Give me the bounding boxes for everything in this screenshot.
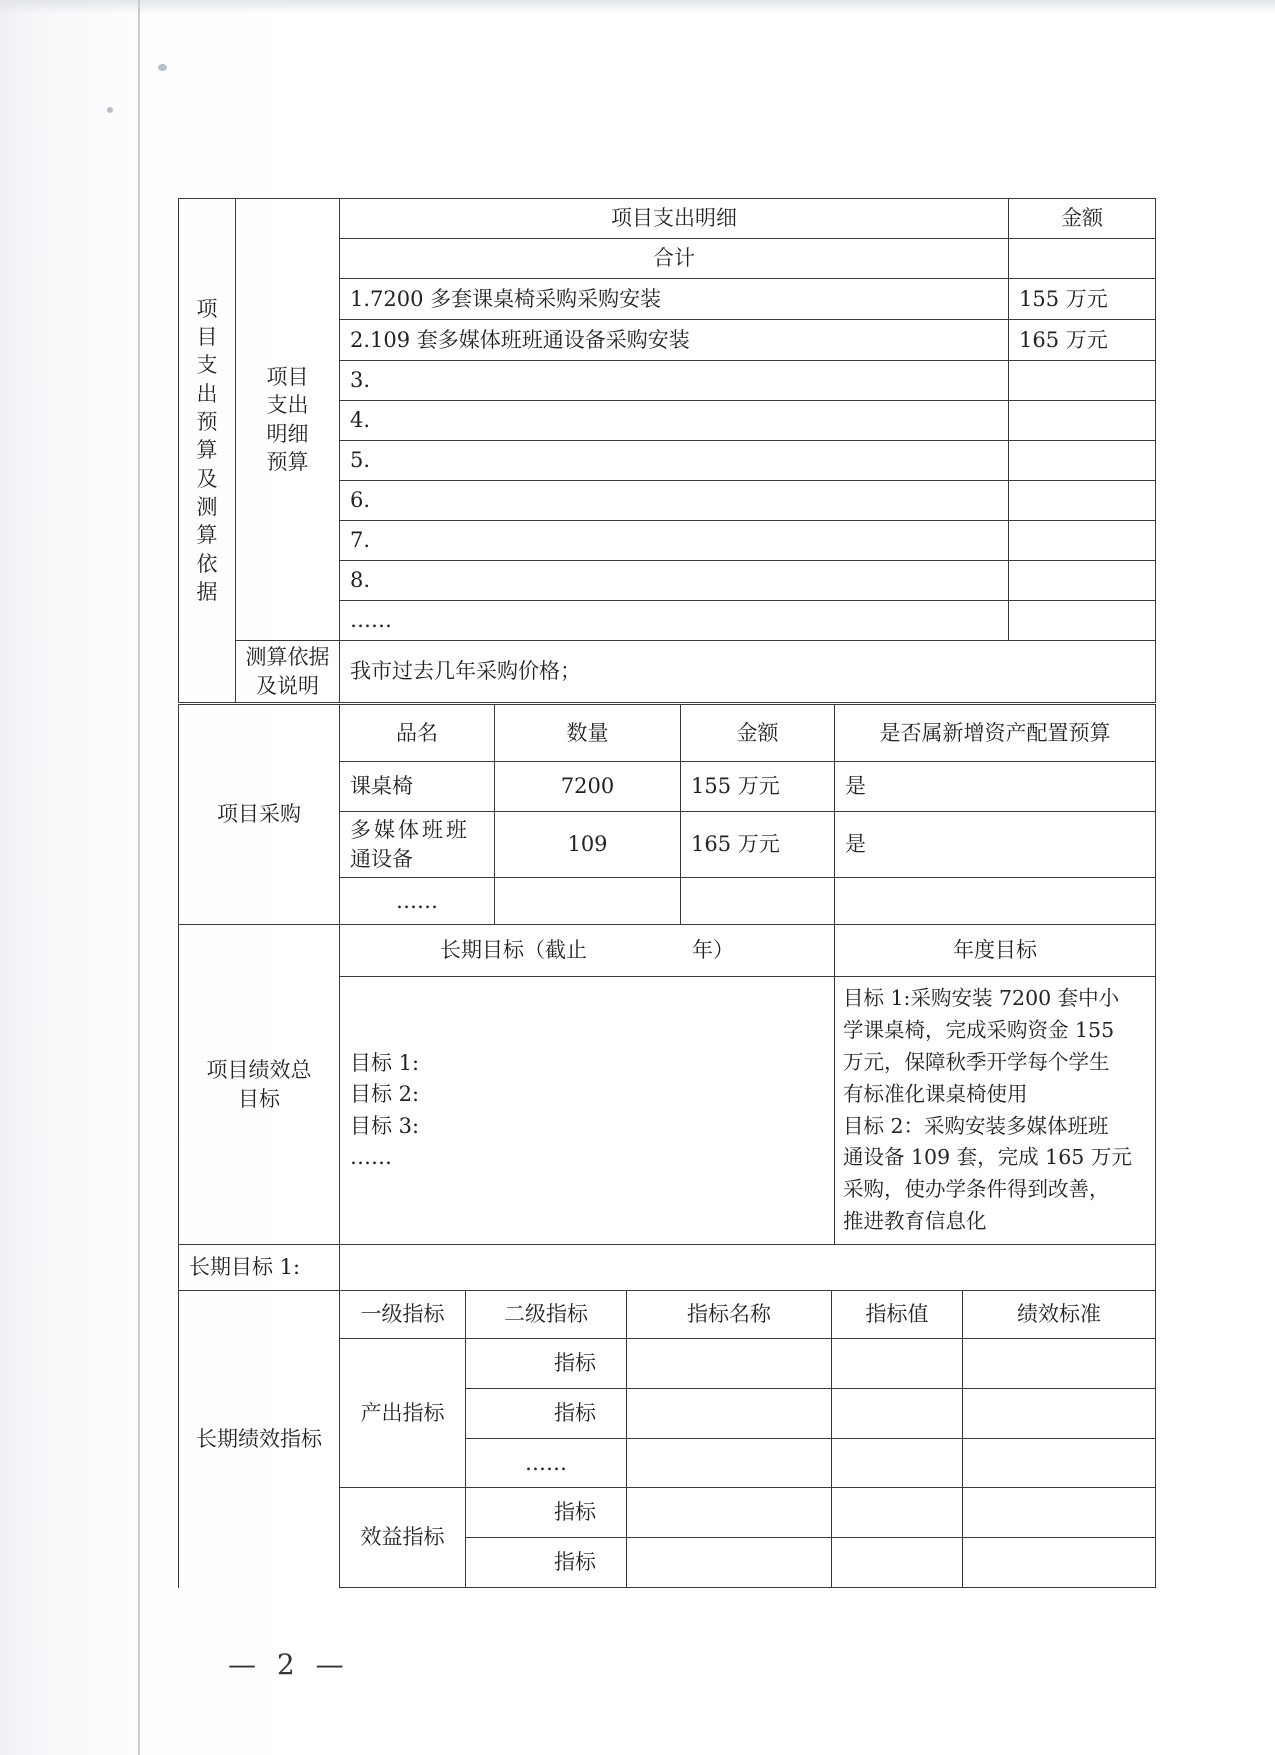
annual-goal-line: 有标准化课桌椅使用 — [843, 1081, 1028, 1106]
basis-label-line: 及说明 — [256, 673, 319, 698]
budget-form — [178, 198, 1155, 1592]
total-amount — [1009, 239, 1156, 279]
long-term-goal-line: 目标 1: — [350, 1050, 420, 1075]
header-detail: 项目支出明细 — [340, 199, 1009, 239]
ind-header-value: 指标值 — [832, 1291, 963, 1339]
annual-goal-line: 推进教育信息化 — [843, 1208, 987, 1233]
indicator-value-cell — [832, 1439, 963, 1488]
performance-label-line: 目标 — [238, 1086, 280, 1111]
item-row-amount — [1009, 401, 1156, 441]
scan-top-shadow — [0, 0, 1275, 14]
annual-goal-line: 通设备 109 套，完成 165 万元 — [843, 1145, 1132, 1170]
performance-goal-table — [178, 924, 1156, 1291]
indicator-name-cell — [627, 1439, 832, 1488]
proc-header-name: 品名 — [340, 705, 495, 762]
annual-goal-line: 目标 2：采购安装多媒体班班 — [843, 1113, 1109, 1138]
indicator-name-cell — [627, 1538, 832, 1588]
indicator-standard-cell — [963, 1439, 1156, 1488]
expenditure-table — [178, 198, 1156, 703]
stacked-char: 明细 — [266, 421, 309, 446]
item-row-text: 2.109 套多媒体班班通设备采购安装 — [340, 320, 1009, 361]
stacked-char: 项目 — [266, 364, 309, 389]
proc-row-amount — [681, 878, 835, 925]
annual-goal-line: 目标 1:采购安装 7200 套中小 — [843, 986, 1120, 1011]
stacked-char: 支 — [196, 353, 218, 378]
header-amount: 金额 — [1009, 199, 1156, 239]
proc-header-amount: 金额 — [681, 705, 835, 762]
indicator-name-cell — [627, 1339, 832, 1389]
item-row-amount — [1009, 521, 1156, 561]
stacked-char: 出 — [196, 381, 218, 406]
indicator-value-cell — [832, 1538, 963, 1588]
indicator-value-cell — [832, 1339, 963, 1389]
proc-row-qty: 109 — [495, 812, 681, 878]
total-label: 合计 — [340, 239, 1009, 279]
punch-hole — [158, 64, 167, 71]
stacked-char: 预 — [196, 409, 218, 434]
annual-goal-line: 学课桌椅，完成采购资金 155 — [843, 1018, 1115, 1043]
long-term-goal-1-value — [340, 1245, 1156, 1291]
proc-row-qty — [495, 878, 681, 925]
binding-fold-line — [138, 0, 140, 1755]
proc-row-name-line: 多媒体班班 — [350, 818, 470, 843]
indicator-cell: 指标 — [466, 1538, 627, 1588]
annual-goal-line: 万元，保障秋季开学每个学生 — [843, 1049, 1110, 1074]
punch-hole — [107, 107, 113, 113]
item-row-text: 3. — [340, 361, 1009, 401]
long-term-goals — [340, 977, 835, 1245]
basis-label — [236, 641, 340, 703]
procurement-table — [178, 704, 1156, 925]
ind-header-level1: 一级指标 — [340, 1291, 466, 1339]
proc-row-name: …… — [340, 878, 495, 925]
stacked-char: 目 — [196, 324, 218, 349]
item-row-amount: 165 万元 — [1009, 320, 1156, 361]
long-term-header: 长期目标（截止 年） — [340, 925, 835, 977]
annual-header: 年度目标 — [835, 925, 1156, 977]
item-row-text: 6. — [340, 481, 1009, 521]
stacked-char: 支出 — [266, 393, 309, 418]
long-term-goal-line: …… — [350, 1145, 392, 1169]
performance-label — [179, 925, 340, 1245]
item-row-text: 8. — [340, 561, 1009, 601]
page-number: — 2 — — [228, 1648, 350, 1681]
indicator-standard-cell — [963, 1339, 1156, 1389]
stacked-char: 项 — [196, 296, 218, 321]
proc-header-new-asset: 是否属新增资产配置预算 — [835, 705, 1156, 762]
stacked-char: 依 — [196, 551, 218, 576]
indicator-name-cell — [627, 1488, 832, 1538]
basis-text: 我市过去几年采购价格； — [340, 641, 1156, 703]
ind-header-level2: 二级指标 — [466, 1291, 627, 1339]
item-row-amount — [1009, 601, 1156, 641]
indicator-ellipsis: …… — [466, 1439, 627, 1488]
item-row-text: …… — [340, 601, 1009, 641]
performance-label-line: 项目绩效总 — [206, 1058, 312, 1083]
item-row-amount — [1009, 481, 1156, 521]
item-row-amount: 155 万元 — [1009, 279, 1156, 320]
indicator-table — [178, 1290, 1156, 1588]
benefit-indicator-label: 效益指标 — [340, 1488, 466, 1588]
item-row-text: 1.7200 多套课桌椅采购采购安装 — [340, 279, 1009, 320]
proc-row-name-line: 通设备 — [350, 846, 413, 871]
long-term-goal-line: 目标 2: — [350, 1082, 420, 1106]
procurement-label: 项目采购 — [179, 705, 340, 925]
detail-category-label — [236, 199, 340, 641]
long-term-goal-1-label: 长期目标 1: — [179, 1245, 340, 1291]
proc-row-new-asset: 是 — [835, 812, 1156, 878]
proc-row-name — [340, 812, 495, 878]
basis-label-line: 测算依据 — [245, 645, 330, 670]
proc-row-new-asset — [835, 878, 1156, 925]
outer-category-text — [179, 295, 235, 607]
stacked-char: 算 — [196, 438, 218, 463]
annual-goals — [835, 977, 1156, 1245]
proc-row-amount: 165 万元 — [681, 812, 835, 878]
item-row-amount — [1009, 361, 1156, 401]
indicator-cell: 指标 — [466, 1339, 627, 1389]
long-term-goal-line: 目标 3: — [350, 1113, 420, 1138]
item-row-text: 7. — [340, 521, 1009, 561]
stacked-char: 测 — [196, 495, 218, 520]
ind-header-standard: 绩效标准 — [963, 1291, 1156, 1339]
indicator-standard-cell — [963, 1389, 1156, 1439]
stacked-char: 预算 — [266, 449, 309, 474]
item-row-text: 5. — [340, 441, 1009, 481]
proc-row-amount: 155 万元 — [681, 762, 835, 812]
stacked-char: 及 — [196, 466, 218, 491]
indicator-standard-cell — [963, 1488, 1156, 1538]
item-row-amount — [1009, 561, 1156, 601]
indicator-cell: 指标 — [466, 1389, 627, 1439]
indicator-cell: 指标 — [466, 1488, 627, 1538]
indicator-value-cell — [832, 1389, 963, 1439]
proc-row-new-asset: 是 — [835, 762, 1156, 812]
proc-row-qty: 7200 — [495, 762, 681, 812]
output-indicator-label: 产出指标 — [340, 1339, 466, 1488]
indicator-label: 长期绩效指标 — [179, 1291, 340, 1588]
outer-category-label — [179, 199, 236, 703]
item-row-text: 4. — [340, 401, 1009, 441]
stacked-char: 算 — [196, 523, 218, 548]
ind-header-name: 指标名称 — [627, 1291, 832, 1339]
indicator-value-cell — [832, 1488, 963, 1538]
indicator-standard-cell — [963, 1538, 1156, 1588]
proc-header-qty: 数量 — [495, 705, 681, 762]
annual-goal-line: 采购，使办学条件得到改善， — [843, 1177, 1110, 1202]
indicator-name-cell — [627, 1389, 832, 1439]
detail-category-text — [236, 363, 339, 476]
proc-row-name: 课桌椅 — [340, 762, 495, 812]
stacked-char: 据 — [196, 580, 218, 605]
item-row-amount — [1009, 441, 1156, 481]
